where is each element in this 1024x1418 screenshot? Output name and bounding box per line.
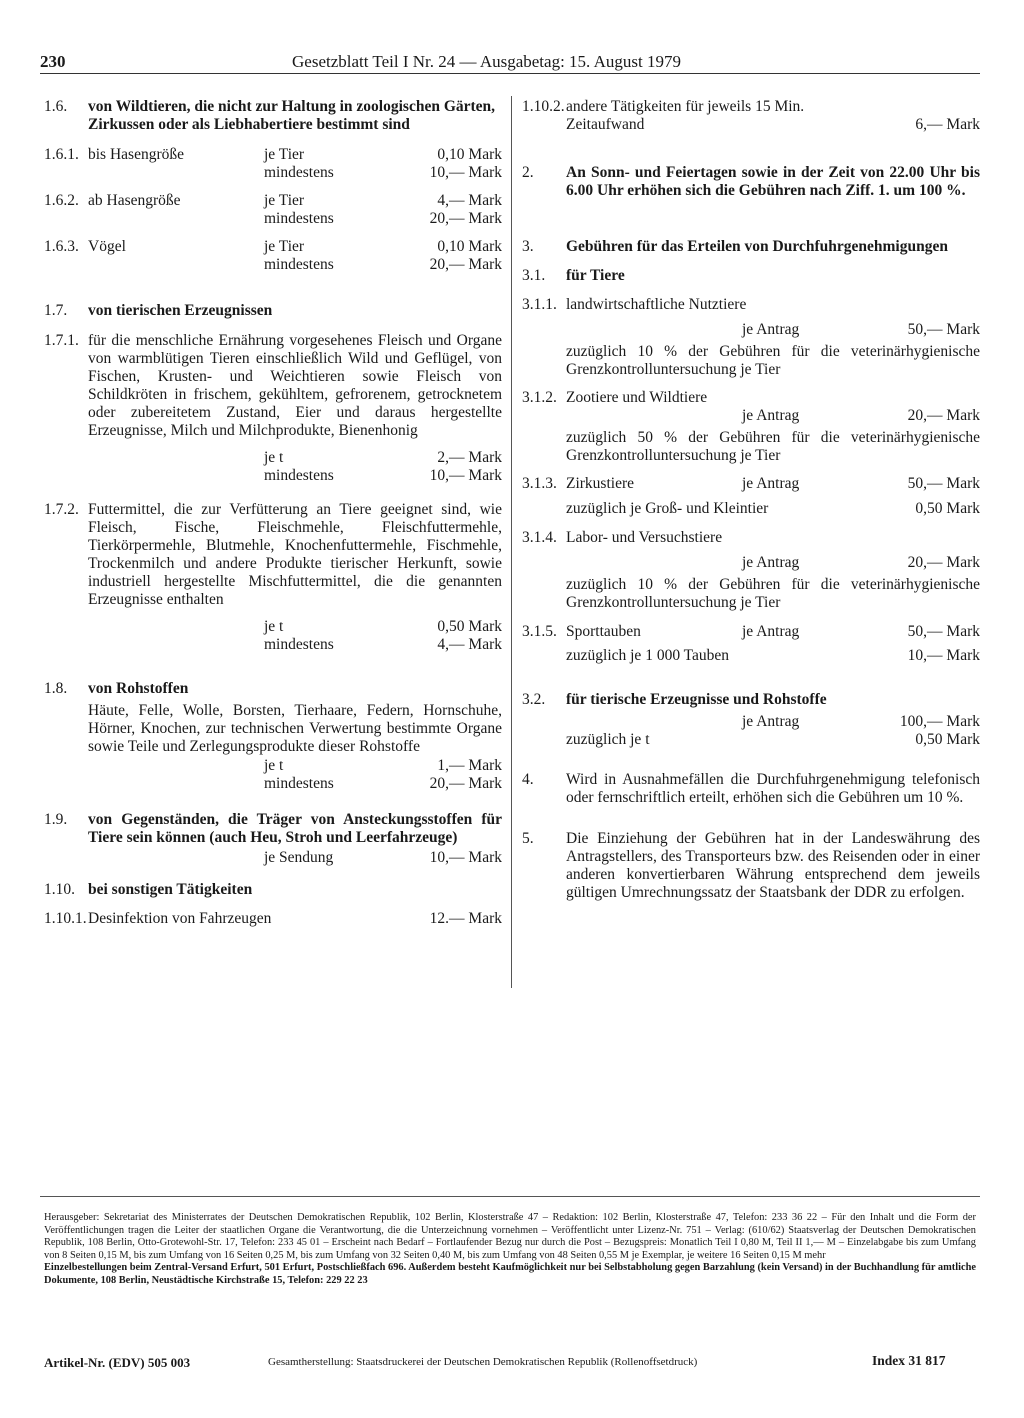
section-number: 3.1.2. bbox=[522, 389, 557, 406]
unit: je Antrag bbox=[742, 321, 800, 338]
section-number: 3.1.5. bbox=[522, 623, 557, 640]
fee: 10,— Mark bbox=[907, 647, 980, 664]
section-number: 3. bbox=[522, 238, 534, 255]
note-label: zuzüglich je 1 000 Tauben bbox=[566, 647, 730, 664]
page-number: 230 bbox=[40, 52, 66, 71]
section-number: 1.10.2. bbox=[522, 98, 565, 115]
note-label: zuzüglich je t bbox=[566, 731, 650, 748]
imprint-orders: Einzelbestellungen beim Zentral-Versand Erfurt, 501 Erfurt, Postschließfach 696. Außerdem besteht Kaufmöglichkeit nur bei Selbstabholung gegen Barzahlung (kein Versand) in der Buchhandlung für amtliche Dokumente, 108 Berlin, Neustädtische Kirchstraße 15, Telefon: 229 22 23 bbox=[44, 1262, 976, 1286]
section-number: 3.2. bbox=[522, 691, 546, 708]
fee: 10,— Mark bbox=[429, 164, 502, 181]
unit: je Antrag bbox=[742, 623, 800, 640]
section-text: für die menschliche Ernährung vorgesehenes Fleisch und Organe von warmblütigen Tieren einschließlich Wild und Geflügel, von Fischen, Krusten- und Weichtieren sowie Fleisch von Schildkröten in frischem, gekühltem, gefrorenem, getrocknetem oder zubereitetem Zustand, Eier und daraus hergestellte Erzeugnisse, Milch und Milchprodukte, Bienenhonig bbox=[88, 332, 502, 439]
unit: mindestens bbox=[264, 467, 334, 484]
section-number: 1.7. bbox=[44, 302, 68, 319]
section-heading: von tierischen Erzeugnissen bbox=[88, 302, 273, 319]
section-1-6 bbox=[44, 98, 502, 134]
section-1-7-2 bbox=[44, 501, 502, 654]
section-note: zuzüglich 10 % der Gebühren für die veterinärhygienische Grenzkontrolluntersuchung je Tier bbox=[566, 576, 980, 611]
section-number: 3.1.4. bbox=[522, 529, 557, 546]
fee: 1,— Mark bbox=[437, 757, 502, 774]
fee: 50,— Mark bbox=[907, 623, 980, 640]
section-number: 1.10. bbox=[44, 881, 75, 898]
section-1-10-1 bbox=[44, 910, 502, 928]
unit: je t bbox=[264, 757, 284, 774]
unit: je Tier bbox=[264, 146, 305, 163]
section-3-1-1 bbox=[522, 296, 980, 379]
section-1-6-2 bbox=[44, 192, 502, 228]
header-rule bbox=[40, 73, 980, 74]
item-label: bis Hasengröße bbox=[88, 146, 184, 163]
fee: 4,— Mark bbox=[437, 636, 502, 653]
section-number: 1.6.2. bbox=[44, 192, 79, 209]
item-label: Vögel bbox=[88, 238, 126, 255]
fee: 0,10 Mark bbox=[437, 146, 502, 163]
fee: 0,50 Mark bbox=[915, 731, 980, 748]
section-1-10 bbox=[44, 881, 502, 899]
left-column bbox=[44, 98, 502, 928]
note-label: zuzüglich je Groß- und Kleintier bbox=[566, 500, 769, 517]
printer-note: Gesamtherstellung: Staatsdruckerei der Deutschen Demokratischen Republik (Rollenoffsetdruck) bbox=[268, 1356, 698, 1368]
unit: mindestens bbox=[264, 256, 334, 273]
section-number: 1.8. bbox=[44, 680, 68, 697]
section-1-8 bbox=[44, 680, 502, 793]
fee: 20,— Mark bbox=[429, 210, 502, 227]
section-number: 1.9. bbox=[44, 811, 68, 828]
index-number: Index 31 817 bbox=[872, 1353, 946, 1368]
fee: 6,— Mark bbox=[915, 116, 980, 133]
section-1-6-1 bbox=[44, 146, 502, 182]
unit: je Antrag bbox=[742, 475, 800, 492]
section-text: Häute, Felle, Wolle, Borsten, Tierhaare, Federn, Hornschuhe, Hörner, Knochen, zur technischen Verwertung bestimmte Organe sowie Teile und Zerlegungsprodukte dieser Rohstoffe bbox=[88, 702, 502, 755]
unit: mindestens bbox=[264, 775, 334, 792]
section-text: Futtermittel, die zur Verfütterung an Tiere geeignet sind, wie Fleisch, Fische, Fleischmehle, Fleischfuttermehle, Tierkörpermehle, Blutmehle, Knochenfuttermehle, Fischmehle, Trockenmilch und andere Produkte tierischer Herkunft, sowie industriell hergestellte Mischfuttermittel, die die genannten Erzeugnisse enthalten bbox=[88, 501, 502, 608]
section-number: 3.1.1. bbox=[522, 296, 557, 313]
article-number: Artikel-Nr. (EDV) 505 003 bbox=[44, 1355, 191, 1370]
section-number: 3.1.3. bbox=[522, 475, 557, 492]
item-label: Zirkustiere bbox=[566, 475, 635, 492]
item-label: ab Hasengröße bbox=[88, 192, 181, 209]
section-number: 2. bbox=[522, 164, 534, 181]
item-label: Zootiere und Wildtiere bbox=[566, 389, 708, 406]
section-number: 1.6. bbox=[44, 98, 68, 115]
section-3-1-2 bbox=[522, 389, 980, 465]
section-3-1-5 bbox=[522, 623, 980, 665]
unit: je t bbox=[264, 618, 284, 635]
section-number: 1.7.1. bbox=[44, 332, 79, 349]
unit: mindestens bbox=[264, 636, 334, 653]
fee: 50,— Mark bbox=[907, 475, 980, 492]
section-number: 3.1. bbox=[522, 267, 546, 284]
fee: 4,— Mark bbox=[437, 192, 502, 209]
section-heading: bei sonstigen Tätigkeiten bbox=[88, 881, 253, 898]
unit: je Tier bbox=[264, 238, 305, 255]
fee: 2,— Mark bbox=[437, 449, 502, 466]
section-number: 1.10.1. bbox=[44, 910, 87, 927]
unit: je Antrag bbox=[742, 554, 800, 571]
fee: 20,— Mark bbox=[907, 407, 980, 424]
unit: je Sendung bbox=[264, 849, 334, 866]
column-divider bbox=[511, 96, 512, 988]
section-number: 1.6.3. bbox=[44, 238, 79, 255]
section-3 bbox=[522, 238, 980, 256]
item-label: Sporttauben bbox=[566, 623, 641, 640]
section-number: 4. bbox=[522, 771, 534, 788]
section-1-7 bbox=[44, 302, 502, 320]
section-number: 1.7.2. bbox=[44, 501, 79, 518]
fee: 10,— Mark bbox=[429, 467, 502, 484]
header-title: Gesetzblatt Teil I Nr. 24 — Ausgabetag: 15. August 1979 bbox=[292, 52, 681, 71]
section-heading: für tierische Erzeugnisse und Rohstoffe bbox=[566, 691, 827, 708]
section-heading: von Gegenständen, die Träger von Ansteckungsstoffen für Tiere sein können (auch Heu, Stroh und Leerfahrzeuge) bbox=[88, 811, 502, 846]
fee: 10,— Mark bbox=[429, 849, 502, 866]
fee: 0,50 Mark bbox=[437, 618, 502, 635]
unit: je Tier bbox=[264, 192, 305, 209]
section-4 bbox=[522, 771, 980, 807]
section-1-9 bbox=[44, 811, 502, 867]
item-label: Labor- und Versuchstiere bbox=[566, 529, 723, 546]
unit: mindestens bbox=[264, 210, 334, 227]
section-5 bbox=[522, 830, 980, 902]
unit: je Antrag bbox=[742, 407, 800, 424]
fee: 50,— Mark bbox=[907, 321, 980, 338]
section-2 bbox=[522, 164, 980, 200]
unit: je Antrag bbox=[742, 713, 800, 730]
section-heading: Gebühren für das Erteilen von Durchfuhrgenehmigungen bbox=[566, 238, 948, 255]
imprint-publisher: Herausgeber: Sekretariat des Ministerrates der Deutschen Demokratischen Republik, 102 Berlin, Klosterstraße 47 – Redaktion: 102 Berlin, Klosterstraße 47, Telefon: 233 36 22 – Für den Inhalt und die Form der Veröffentlichungen tragen die Leiter der staatlichen Organe die Verantwortung, die die Unterzeichnung vornehmen – Veröffentlicht unter Lizenz-Nr. 751 – Verlag: (610/62) Staatsverlag der Deutschen Demokratischen Republik, 108 Berlin, Otto-Grotewohl-Str. 17, Telefon: 233 45 01 – Erscheint nach Bedarf – Fortlaufender Bezug nur durch die Post – Bezugspreis: Monatlich Teil I 0,80 M, Teil II 1,— M – Einzelabgabe bis zum Umfang von 8 Seiten 0,15 M, bis zum Umfang von 16 Seiten 0,25 M, bis zum Umfang von 32 Seiten 0,40 M, bis zum Umfang von 48 Seiten 0,55 M je Exemplar, je weitere 16 Seiten 0,15 M mehr bbox=[44, 1212, 976, 1261]
section-1-7-1 bbox=[44, 332, 502, 485]
section-3-2 bbox=[522, 691, 980, 749]
item-label: Desinfektion von Fahrzeugen bbox=[88, 910, 272, 927]
fee: 20,— Mark bbox=[907, 554, 980, 571]
section-3-1 bbox=[522, 267, 980, 285]
section-text: An Sonn- und Feiertagen sowie in der Zeit von 22.00 Uhr bis 6.00 Uhr erhöhen sich die Gebühren nach Ziff. 1. um 100 %. bbox=[566, 164, 980, 199]
section-heading: für Tiere bbox=[566, 267, 625, 284]
section-1-6-3 bbox=[44, 238, 502, 274]
section-text: andere Tätigkeiten für jeweils 15 Min. Zeitaufwand bbox=[566, 98, 805, 133]
section-heading: von Wildtieren, die nicht zur Haltung in zoologischen Gärten, Zirkussen oder als Liebhabertiere bestimmt sind bbox=[88, 98, 496, 133]
section-note: zuzüglich 50 % der Gebühren für die veterinärhygienische Grenzkontrolluntersuchung je Tier bbox=[566, 429, 980, 464]
section-note: zuzüglich 10 % der Gebühren für die veterinärhygienische Grenzkontrolluntersuchung je Tier bbox=[566, 343, 980, 378]
fee: 0,10 Mark bbox=[437, 238, 502, 255]
right-column bbox=[522, 98, 980, 902]
imprint bbox=[44, 1212, 976, 1287]
fee: 0,50 Mark bbox=[915, 500, 980, 517]
section-text: Die Einziehung der Gebühren hat in der Landeswährung des Antragstellers, des Transporteurs bzw. des Reisenden oder in einer anderen konvertierbaren Währung entsprechend dem jeweils gültigen Umrechnungssatz der Staatsbank der DDR zu erfolgen. bbox=[566, 830, 980, 901]
fee: 20,— Mark bbox=[429, 775, 502, 792]
section-3-1-3 bbox=[522, 475, 980, 518]
unit: mindestens bbox=[264, 164, 334, 181]
section-1-10-2 bbox=[522, 98, 980, 134]
section-3-1-4 bbox=[522, 529, 980, 612]
fee: 20,— Mark bbox=[429, 256, 502, 273]
section-number: 1.6.1. bbox=[44, 146, 79, 163]
unit: je t bbox=[264, 449, 284, 466]
section-text: Wird in Ausnahmefällen die Durchfuhrgenehmigung telefonisch oder fernschriftlich erteilt, erhöhen sich die Gebühren um 10 %. bbox=[566, 771, 980, 806]
section-number: 5. bbox=[522, 830, 534, 847]
fee: 100,— Mark bbox=[899, 713, 980, 730]
item-label: landwirtschaftliche Nutztiere bbox=[566, 296, 747, 313]
fee: 12.— Mark bbox=[429, 910, 502, 927]
section-heading: von Rohstoffen bbox=[88, 680, 189, 697]
footer-rule bbox=[40, 1196, 980, 1197]
